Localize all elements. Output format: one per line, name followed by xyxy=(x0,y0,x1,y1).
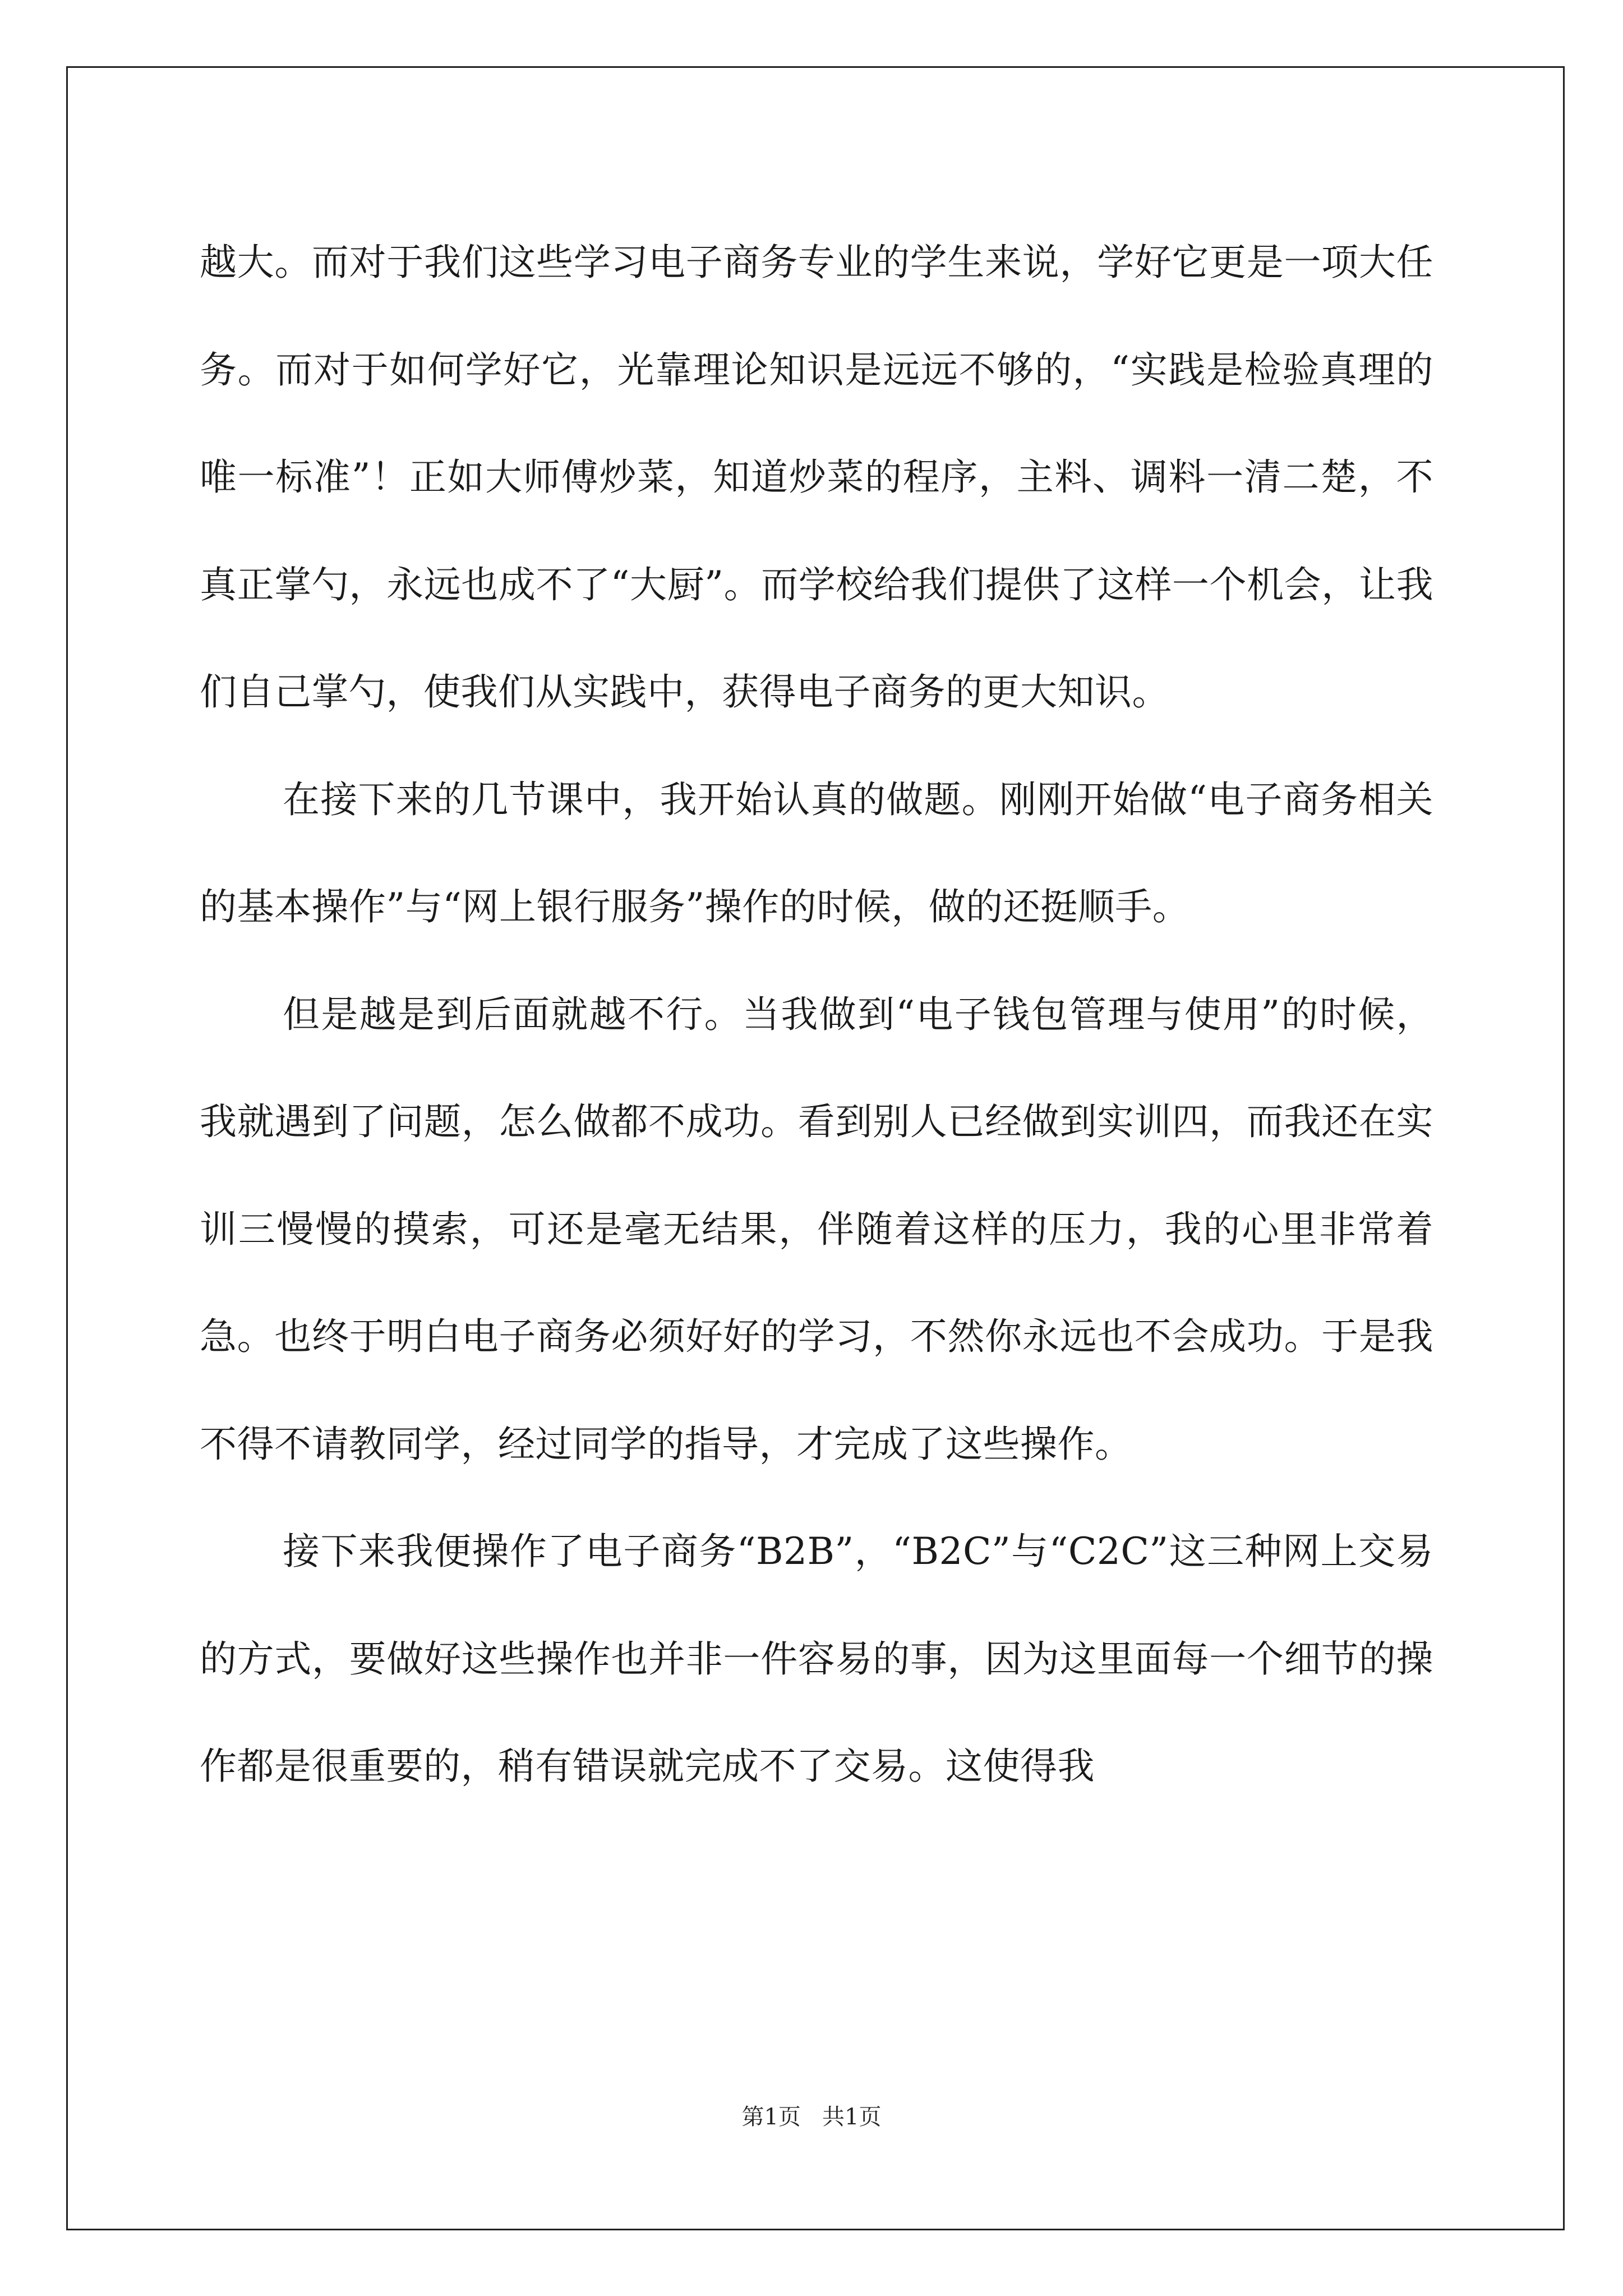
paragraph-3: 但是越是到后面就越不行。当我做到“电子钱包管理与使用”的时候，我就遇到了问题，怎么做都不成功。看到别人已经做到实训四，而我还在实训三慢慢的摸索，可还是毫无结果，伴随着这样的压力，我的心里非常着急。也终于明白电子商务必须好好的学习，不然你永远也不会成功。于是我不得不请教同学，经过同学的指导，才完成了这些操作。 xyxy=(200,992,1433,1466)
paragraph-4: 接下来我便操作了电子商务“B2B”，“B2C”与“C2C”这三种网上交易的方式，要做好这些操作也并非一件容易的事，因为这里面每一个细节的操作都是很重要的，稍有错误就完成不了交易。这使得我 xyxy=(200,1530,1433,1788)
page-footer: 第1页 共1页 xyxy=(741,2104,882,2130)
paragraph-2: 在接下来的几节课中，我开始认真的做题。刚刚开始做“电子商务相关的基本操作”与“网上银行服务”操作的时候，做的还挺顺手。 xyxy=(200,777,1433,928)
document-body xyxy=(200,209,1433,1820)
paragraph-1: 越大。而对于我们这些学习电子商务专业的学生来说，学好它更是一项大任务。而对于如何学好它，光靠理论知识是远远不够的，“实践是检验真理的唯一标准”！正如大师傅炒菜，知道炒菜的程序，主料、调料一清二楚，不真正掌勺，永远也成不了“大厨”。而学校给我们提供了这样一个机会，让我们自己掌勺，使我们从实践中，获得电子商务的更大知识。 xyxy=(200,241,1433,714)
